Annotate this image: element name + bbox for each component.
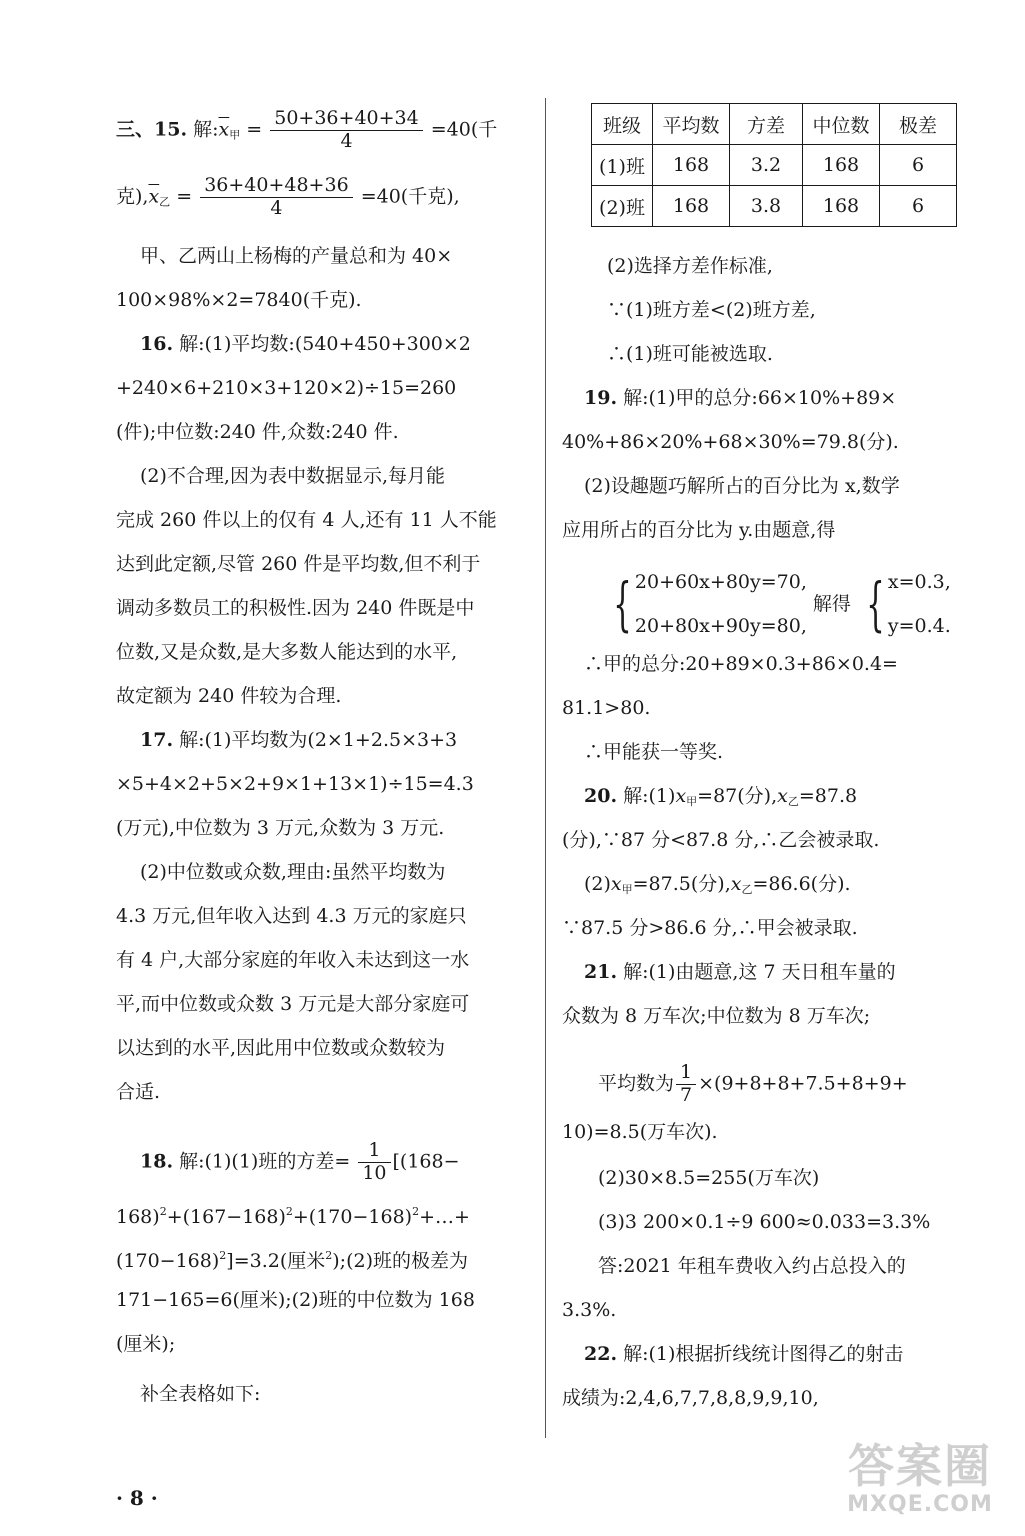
q21-line-8: 3.3%. xyxy=(562,1299,617,1321)
q19-line-7: ∴甲能获一等奖. xyxy=(584,741,724,763)
q18-right-line-3: ∴(1)班可能被选取. xyxy=(607,343,773,365)
table-cell: 3.2 xyxy=(730,145,803,186)
table-cell: 3.8 xyxy=(730,186,803,227)
table-cell: 6 xyxy=(880,145,957,186)
table-cell: 168 xyxy=(803,186,880,227)
q18-right-line-1: (2)选择方差作标准, xyxy=(607,255,773,277)
q17-line-3: (万元),中位数为 3 万元,众数为 3 万元. xyxy=(116,817,445,839)
table-cell: 168 xyxy=(653,186,730,227)
q16-line-3: (件);中位数:240 件,众数:240 件. xyxy=(116,421,399,443)
q17-line-2: ×5+4×2+5×2+9×1+13×1)÷15=4.3 xyxy=(116,773,474,795)
q17-line-5: 4.3 万元,但年收入达到 4.3 万元的家庭只 xyxy=(116,905,467,927)
q19-line-6: 81.1>80. xyxy=(562,697,651,719)
q19-line-2: 40%+86×20%+68×30%=79.8(分). xyxy=(562,431,899,453)
q16-line-4: (2)不合理,因为表中数据显示,每月能 xyxy=(140,465,445,487)
q15-line-4: 100×98%×2=7840(千克). xyxy=(116,289,362,311)
q21-line-4: 10)=8.5(万车次). xyxy=(562,1121,718,1143)
page-number: · 8 · xyxy=(116,1486,158,1510)
q21-line-2: 众数为 8 万车次;中位数为 8 万车次; xyxy=(562,1005,871,1027)
q19-equation-system: { 20+60x+80y=70, 20+80x+90y=80, 解得 { x=0.3, y=0.4. xyxy=(613,570,951,638)
table-header-cell: 班级 xyxy=(592,104,653,145)
watermark-text: 答案圈 xyxy=(848,1439,992,1493)
q20-line-1: 20. 解$:(1)x_甲=87$(分)$,x_乙=87.8$ xyxy=(584,785,858,808)
q18-line-4: 171−165=6(厘米);(2)班的中位数为 168 xyxy=(116,1289,475,1311)
table-cell: (1)班 xyxy=(592,145,653,186)
table-row xyxy=(592,186,957,227)
q19-line-5: ∴甲的总分:20+89×0.3+86×0.4= xyxy=(584,653,898,675)
q17-line-4: (2)中位数或众数,理由:虽然平均数为 xyxy=(140,861,446,883)
q22-line-1: 22. 解:(1)根据折线统计图得乙的射击 xyxy=(584,1343,904,1365)
q15-number: 三、15. xyxy=(116,118,188,141)
q21-line-5: (2)30×8.5=255(万车次) xyxy=(598,1167,820,1189)
q15-line-2: 克)$,\overline{x}_乙$ = $\frac{36+40+48+36}{4}$ =40(千克), xyxy=(116,174,460,219)
watermark-url: MXQE.COM xyxy=(847,1492,993,1517)
table-header-row xyxy=(592,104,957,145)
q16-line-6: 达到此定额,尽管 260 件是平均数,但不利于 xyxy=(116,553,481,575)
table-cell: (2)班 xyxy=(592,186,653,227)
q17-line-1: 17. 解:(1)平均数为(2×1+2.5×3+3 xyxy=(140,729,458,751)
q15-fraction-yi: $\frac{36+40+48+36}{4}$ xyxy=(200,175,352,220)
q20-line-4: ∵87.5 分>86.6 分,∴甲会被录取. xyxy=(562,917,858,939)
q18-fraction: $\frac{1}{10}$ xyxy=(358,1140,390,1185)
q19-line-3: (2)设趣题巧解所占的百分比为 x,数学 xyxy=(584,475,900,497)
q18-line-1: 18. 解:(1)(1)班的方差= $\frac{1}{10}$ [(168− xyxy=(140,1139,460,1184)
q18-line-5: (厘米); xyxy=(116,1333,176,1355)
q20-line-3: $(2)x_甲=87.5$(分)$,x_乙=86.6$(分). xyxy=(584,873,851,896)
table-row xyxy=(592,145,957,186)
table-header-cell: 平均数 xyxy=(653,104,730,145)
stats-table xyxy=(591,103,957,227)
q16-line-8: 位数,又是众数,是大多数人能达到的水平, xyxy=(116,641,458,663)
q16-line-5: 完成 260 件以上的仅有 4 人,还有 11 人不能 xyxy=(116,509,497,531)
table-cell: 168 xyxy=(653,145,730,186)
q18-line-6: 补全表格如下: xyxy=(140,1383,261,1405)
left-brace-icon: { xyxy=(613,570,632,638)
q16-line-2: +240×6+210×3+120×2)÷15=260 xyxy=(116,377,457,399)
q21-line-3: 平均数为 $\frac{1}{7}$ ×(9+8+8+7.5+8+9+ xyxy=(598,1061,908,1106)
table-header-cell: 方差 xyxy=(730,104,803,145)
q17-line-6: 有 4 户,大部分家庭的年收入未达到这一水 xyxy=(116,949,470,971)
q20-line-2: (分),∵87 分<87.8 分,∴乙会被录取. xyxy=(562,829,880,851)
watermark-logo xyxy=(845,1440,995,1520)
table-header-cell: 中位数 xyxy=(803,104,880,145)
q16-line-1: 16. 解:(1)平均数:(540+450+300×2 xyxy=(140,333,471,355)
table-header-cell: 极差 xyxy=(880,104,957,145)
q21-line-7: 答:2021 年租车费收入约占总投入的 xyxy=(598,1255,906,1277)
column-divider xyxy=(545,98,546,1438)
q17-line-8: 以达到的水平,因此用中位数或众数较为 xyxy=(116,1037,446,1059)
table-cell: 168 xyxy=(803,145,880,186)
q21-line-6: (3)3 200×0.1÷9 600≈0.033=3.3% xyxy=(598,1211,931,1233)
q15-line-3: 甲、乙两山上杨梅的产量总和为 40× xyxy=(140,245,453,267)
left-brace-icon: { xyxy=(866,570,885,638)
q18-right-line-2: ∵(1)班方差<(2)班方差, xyxy=(607,299,816,321)
table-cell: 6 xyxy=(880,186,957,227)
q15-line-1: 三、15. 解$:\overline{x}_甲$ = $\frac{50+36+40+34}{4}$ =40(千 xyxy=(116,107,498,152)
q18-line-3: $(170-168)^2]=3.2$(厘米$^2$);(2)班的极差为 xyxy=(116,1249,468,1272)
q18-line-2: $168)^2+(167-168)^2+(170-168)^2+\dots+$ xyxy=(116,1205,470,1228)
q16-line-9: 故定额为 240 件较为合理. xyxy=(116,685,342,707)
q17-line-7: 平,而中位数或众数 3 万元是大部分家庭可 xyxy=(116,993,470,1015)
q15-fraction-jia: $\frac{50+36+40+34}{4}$ xyxy=(270,108,422,153)
q19-line-1: 19. 解:(1)甲的总分:66×10%+89× xyxy=(584,387,897,409)
q16-line-7: 调动多数员工的积极性.因为 240 件既是中 xyxy=(116,597,475,619)
q21-line-1: 21. 解:(1)由题意,这 7 天日租车量的 xyxy=(584,961,896,983)
q19-line-4: 应用所占的百分比为 y.由题意,得 xyxy=(562,519,836,541)
q22-line-2: 成绩为:2,4,6,7,7,8,8,9,9,10, xyxy=(562,1387,819,1409)
q21-fraction: $\frac{1}{7}$ xyxy=(676,1062,696,1107)
q17-line-9: 合适. xyxy=(116,1081,161,1103)
